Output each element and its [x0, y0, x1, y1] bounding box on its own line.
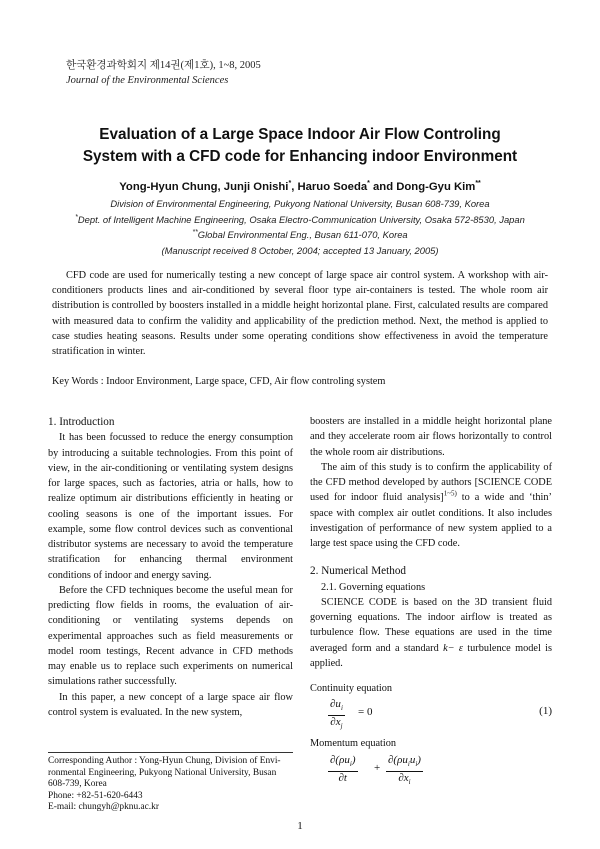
manuscript-dates: (Manuscript received 8 October, 2004; accepted 13 January, 2005) [161, 244, 439, 256]
right-column [310, 414, 552, 786]
momentum-numerator-2: $\partial(\rho u_iu_i)$ [386, 754, 423, 772]
equation-number-1: (1) [539, 705, 552, 718]
title-line-2: System with a CFD code for Enhancing indoor Environment [82, 148, 518, 165]
momentum-numerator-1: $\partial(\rho u_i)$ [328, 754, 358, 772]
author-part-1: Yong-Hyun Chung, Junji Onishi [119, 181, 289, 193]
aim-text-a: The aim of this study is to confirm the applicability of the CFD method developed by authors [SCIENCE CODE used for indoor fluid analysis] [310, 461, 552, 504]
momentum-denominator-2: $\partial x_i$ [398, 771, 411, 786]
continuity-denominator: $\partial x_j$ [330, 716, 343, 731]
author-part-3: and Dong-Gyu Kim [369, 181, 476, 193]
subsection-governing-equations: 2.1. Governing equations [321, 581, 426, 593]
method-paragraph [310, 595, 552, 671]
footnote-line-3: 608-739, Korea [48, 779, 107, 789]
method-text-b: turbulence model is applied. [310, 642, 552, 669]
section-heading-introduction: 1. Introduction [48, 416, 115, 428]
page-number: 1 [297, 820, 303, 832]
author-mark-1: * [288, 180, 292, 188]
journal-english-line: Journal of the Environmental Sciences [66, 75, 229, 86]
author-list [30, 180, 570, 194]
momentum-equation-label: Momentum equation [310, 738, 397, 750]
continuity-rhs: = 0 [358, 706, 373, 719]
section-heading-numerical-method: 2. Numerical Method [310, 565, 407, 578]
keywords: Key Words : Indoor Environment, Large space, CFD, Air flow controling system [52, 376, 386, 387]
momentum-denominator-1: ∂t [338, 771, 347, 784]
reference-mark: 1~5) [443, 489, 457, 498]
continuity-equation [310, 696, 552, 730]
momentum-fraction-2 [386, 754, 423, 789]
journal-header [66, 58, 261, 88]
footnote-line-2: ronmental Engineering, Pukyong National University, Busan [48, 767, 277, 778]
continuity-equation-label: Continuity equation [310, 683, 393, 694]
affiliation-3-text: Global Environmental Eng., Busan 611-070, Korea [197, 229, 408, 240]
footnote-email: E-mail: chungyh@pknu.ac.kr [48, 802, 159, 812]
footnote-divider [48, 752, 293, 753]
affiliations [20, 196, 580, 258]
affiliation-2 [20, 212, 580, 228]
left-column [48, 415, 293, 720]
intro-paragraph-2: Before the CFD techniques become the useful mean for predicting flow fields in rooms, the evaluation of air-conditioning or ventilating systems depends on experimental approaches such as field measurements or model room testings, Recent advance in CFD methods may enable us to replace such experiments on numerical simulations rather successfully. [48, 584, 293, 688]
affiliation-3 [20, 227, 580, 243]
intro-paragraph-3: In this paper, a new concept of a large space air flow control system is evaluated. In the new system, [48, 691, 293, 718]
footnote-line-1: Corresponding Author : Yong-Hyun Chung, Division of Envi- [48, 756, 281, 766]
author-part-2: , Haruo Soeda [291, 181, 368, 193]
intro-paragraph-1: It has been focussed to reduce the energy consumption by introducing a suitable technologies. From this point of view, in the air-conditioning or ventilating system designs for large spaces, such as factories, atria or halls, how to realize optimum air distributions efficiently in heating or cooling seasons is one of the important issues. For example, some flow control devices such as conventional distributor systems are necessary to avoid the temperature stratification for enhancing thermal environment conditions of indoor and energy saving. [48, 432, 293, 581]
k-epsilon-symbol: k− ε [443, 642, 463, 654]
corresponding-author-footnote [48, 756, 296, 814]
aim-text-b: to a wide and ‘thin’ space with complex air outlet conditions. It also includes investigation of performance of new system applied to a large test space using the CFD code. [310, 492, 552, 549]
footnote-phone: Phone: +82-51-620-6443 [48, 790, 143, 801]
affiliation-3-mark: ** [192, 228, 198, 236]
journal-korean-line: 한국환경과학회지 제14권(제1호), 1~8, 2005 [66, 60, 261, 71]
intro-paragraph-aim [310, 460, 552, 552]
method-text-a: SCIENCE CODE is based on the 3D transient fluid governing equations. The indoor airflow is treated as turbulence flow. These equations are used in the time averaged form and a standard [310, 596, 552, 654]
paper-title [30, 124, 570, 168]
title-line-1: Evaluation of a Large Space Indoor Air Flow Controling [99, 126, 501, 143]
affiliation-1: Division of Environmental Engineering, Pukyong National University, Busan 608-739, Korea [110, 198, 490, 209]
author-mark-2: * [367, 180, 370, 188]
continuity-numerator: $\partial u_i$ [328, 698, 345, 716]
affiliation-2-mark: * [75, 213, 78, 221]
abstract: CFD code are used for numerically testing a new concept of large space air control system. A workshop with air-conditioners products lines and air-conditioned by several floor type air-containers is tested. The whole room air distribution is controlled by boosters installed in a middle height horizontal plane. First, calculated results are compared with measured data to confirm the validity and applicability of the prediction method. Next, the method is applied to case studies heating seasons. Results under some operating conditions show effectiveness in avoid the temperature stratification in winter. [52, 270, 548, 358]
momentum-fraction-1 [328, 754, 358, 785]
momentum-equation [310, 752, 552, 786]
author-mark-3: ** [475, 180, 481, 188]
intro-paragraph-3-continued: boosters are installed in a middle height horizontal plane and they accelerate room air flows horizontally to control the whole room air distributions. [310, 416, 552, 458]
continuity-fraction [328, 698, 345, 733]
affiliation-2-text: Dept. of Intelligent Machine Engineering, Osaka Electro-Communication University, Osaka 572-8530, Japan [77, 213, 525, 225]
momentum-plus: + [374, 761, 381, 774]
